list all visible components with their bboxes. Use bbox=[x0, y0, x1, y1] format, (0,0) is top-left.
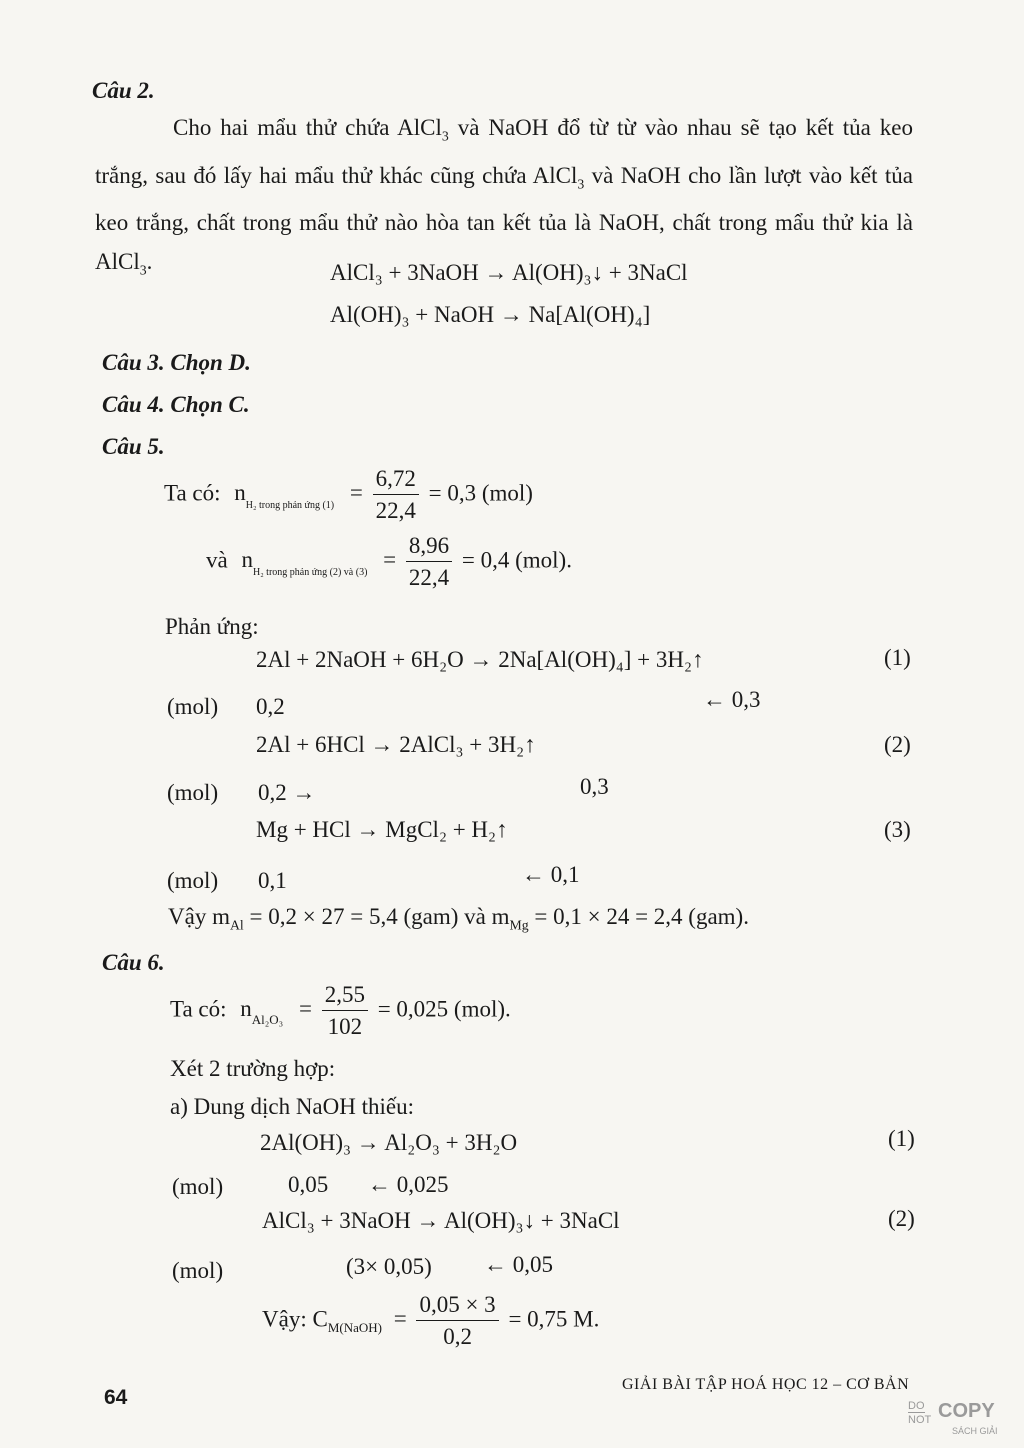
stamp-sach-giai: SÁCH GIẢI bbox=[952, 1426, 998, 1436]
fraction-numerator: 8,96 bbox=[406, 533, 452, 562]
equals-sign: = bbox=[349, 480, 363, 506]
reaction-2: 2Al + 6HCl → 2AlCl₃ + 3H₂↑ bbox=[256, 732, 536, 757]
mol-value: ← 0,3 bbox=[703, 687, 761, 712]
equals-sign: = bbox=[298, 996, 312, 1022]
fraction-numerator: 6,72 bbox=[373, 466, 419, 495]
va-label: và bbox=[206, 547, 228, 573]
mol-value: 0,3 bbox=[580, 774, 609, 799]
cau2-text-2: và NaOH đổ từ từ vào nhau sẽ tạo kết tủa keo trắng, sau đó lấy hai mẩu thử khác cũng chứa AlCl bbox=[95, 115, 913, 188]
cau5-heading: Câu 5. bbox=[102, 434, 165, 459]
cau2-text-1: Cho hai mẩu thử chứa AlCl bbox=[173, 115, 442, 140]
cau3-answer: Câu 3. Chọn D. bbox=[102, 350, 251, 375]
result-text: = 0,025 (mol). bbox=[377, 996, 511, 1022]
mol-label: (mol) bbox=[172, 1258, 224, 1283]
mol-value: 0,05 bbox=[288, 1172, 329, 1197]
cau5-conclusion bbox=[168, 904, 749, 934]
mol-value: ← 0,1 bbox=[522, 862, 580, 887]
cau2-text-3: và NaOH cho lần lượt vào kết tủa keo trắng, chất trong mẩu thử nào hòa tan kết tủa là NaOH, chất trong mẩu thử kia là AlCl bbox=[95, 162, 913, 275]
fraction-al2o3 bbox=[322, 982, 368, 1040]
conclusion-text: = 0,1 × 24 = 2,4 (gam). bbox=[528, 904, 749, 929]
result-text: = 0,3 (mol) bbox=[428, 480, 533, 506]
fraction-concentration bbox=[416, 1292, 498, 1350]
fraction-h2-1 bbox=[373, 466, 419, 524]
reaction-3: Mg + HCl → MgCl₂ + H₂↑ bbox=[256, 817, 508, 842]
mol-value: ← 0,025 bbox=[368, 1172, 449, 1197]
subscript-al: Al bbox=[229, 917, 244, 933]
stamp-do: DO bbox=[908, 1400, 925, 1412]
reaction-6-1: 2Al(OH)₃ → Al₂O₃ + 3H₂O bbox=[260, 1130, 518, 1155]
fraction-denominator: 22,4 bbox=[408, 565, 450, 590]
reaction-6-2: AlCl₃ + 3NaOH → Al(OH)₃↓ + 3NaCl bbox=[262, 1208, 620, 1233]
book-title: GIẢI BÀI TẬP HOÁ HỌC 12 – CƠ BẢN bbox=[622, 1376, 910, 1393]
mol-label: (mol) bbox=[167, 694, 219, 719]
reaction-1: 2Al + 2NaOH + 6H₂O → 2Na[Al(OH)₄] + 3H₂↑ bbox=[256, 647, 704, 672]
equals-sign: = bbox=[383, 547, 397, 573]
cau6-heading: Câu 6. bbox=[102, 950, 165, 975]
reaction-1-number: (1) bbox=[884, 645, 911, 670]
mol-value: (3× 0,05) bbox=[346, 1254, 432, 1279]
reaction-2-number: (2) bbox=[884, 732, 911, 757]
reaction-6-1-number: (1) bbox=[888, 1126, 915, 1151]
cau2-text-4: . bbox=[146, 249, 153, 275]
mol-label: (mol) bbox=[172, 1174, 224, 1199]
conclusion-text: = 0,2 × 27 = 5,4 (gam) và m bbox=[243, 904, 510, 929]
concentration-subscript: M(NaOH) bbox=[327, 1320, 382, 1336]
n-symbol: n bbox=[240, 996, 252, 1022]
mol-label: (mol) bbox=[167, 780, 219, 805]
cau2-equation-2: Al(OH)₃ + NaOH → Na[Al(OH)₄] bbox=[330, 302, 651, 327]
mol-value: 0,2 → bbox=[258, 780, 316, 805]
cau5-line-1 bbox=[164, 466, 533, 524]
case-a-label: a) Dung dịch NaOH thiếu: bbox=[170, 1094, 414, 1119]
fraction-numerator: 2,55 bbox=[322, 982, 368, 1011]
do-not-copy-logo bbox=[908, 1400, 1012, 1442]
stamp-not: NOT bbox=[908, 1414, 932, 1426]
sub-3: 3 bbox=[441, 128, 449, 144]
cau5-line-2 bbox=[206, 533, 572, 591]
fraction-h2-2 bbox=[406, 533, 452, 591]
ta-co-label: Ta có: bbox=[164, 480, 221, 506]
equals-sign: = bbox=[393, 1306, 407, 1332]
mol-value: 0,2 bbox=[256, 694, 285, 719]
fraction-denominator: 0,2 bbox=[443, 1324, 472, 1349]
ta-co-label: Ta có: bbox=[170, 996, 227, 1022]
subscript-mg: Mg bbox=[509, 917, 529, 933]
mol-value: ← 0,05 bbox=[484, 1252, 553, 1277]
result-text: = 0,4 (mol). bbox=[461, 547, 572, 573]
n-subscript: H₂ trong phản ứng (2) và (3) bbox=[252, 567, 368, 579]
fraction-numerator: 0,05 × 3 bbox=[416, 1292, 498, 1321]
n-symbol: n bbox=[241, 547, 253, 573]
sub-3: 3 bbox=[577, 176, 585, 192]
reaction-3-number: (3) bbox=[884, 817, 911, 842]
reaction-6-2-number: (2) bbox=[888, 1206, 915, 1231]
sub-3: 3 bbox=[139, 262, 147, 278]
phan-ung-label: Phản ứng: bbox=[165, 614, 259, 639]
mol-value: 0,1 bbox=[258, 868, 287, 893]
vay-label: Vậy: C bbox=[262, 1306, 328, 1332]
cau6-vay bbox=[262, 1292, 599, 1350]
n-symbol: n bbox=[234, 480, 246, 506]
cau2-equation-1: AlCl₃ + 3NaOH → Al(OH)₃↓ + 3NaCl bbox=[330, 260, 688, 285]
fraction-denominator: 22,4 bbox=[375, 498, 416, 523]
result-text: = 0,75 M. bbox=[508, 1306, 600, 1332]
stamp-copy: COPY bbox=[938, 1400, 995, 1422]
mol-label: (mol) bbox=[167, 868, 219, 893]
xet-truong-hop: Xét 2 trường hợp: bbox=[170, 1056, 336, 1081]
cau2-heading: Câu 2. bbox=[92, 78, 155, 103]
page-number: 64 bbox=[104, 1386, 128, 1409]
conclusion-text: Vậy m bbox=[168, 904, 230, 929]
cau4-answer: Câu 4. Chọn C. bbox=[102, 392, 250, 417]
n-subscript: H₂ trong phản ứng (1) bbox=[245, 500, 335, 512]
fraction-denominator: 102 bbox=[327, 1014, 363, 1039]
cau6-line-1 bbox=[170, 982, 511, 1040]
n-subscript: Al₂O₃ bbox=[251, 1012, 284, 1028]
